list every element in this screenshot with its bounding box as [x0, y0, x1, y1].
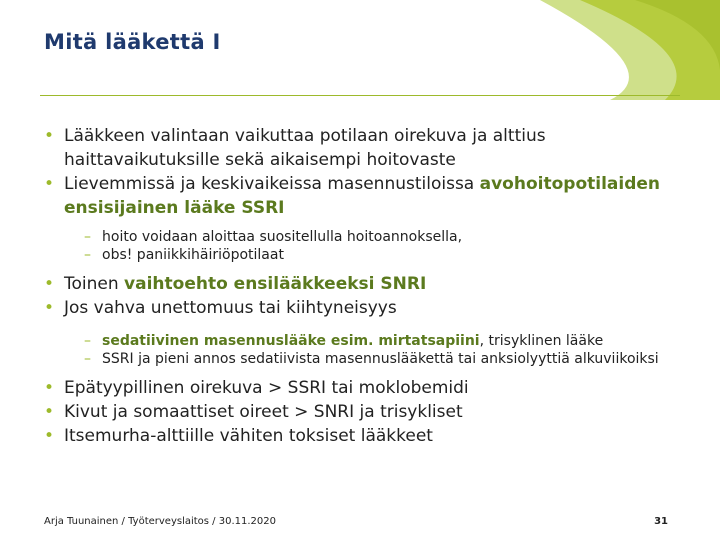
sub-bullet-item	[44, 228, 684, 246]
bullet-text: hoito voidaan aloittaa suositellulla hoitoannoksella,	[102, 229, 463, 245]
bullet-text: obs! paniikkihäiriöpotilaat	[102, 247, 284, 263]
dash-marker: –	[84, 247, 91, 263]
bullet-item	[44, 124, 684, 172]
bullet-text: Toinen	[64, 274, 125, 294]
bullet-marker: •	[44, 378, 55, 398]
dash-marker: –	[84, 351, 91, 367]
corner-decoration	[460, 0, 720, 100]
bullet-marker: •	[44, 402, 55, 422]
bullet-text: Lievemmissä ja keskivaikeissa masennustiloissa	[64, 174, 480, 194]
highlighted-text: avohoitopotilaiden ensisijainen lääke SSRI	[64, 174, 661, 218]
highlighted-text: vaihtoehto ensilääkkeeksi SNRI	[124, 274, 427, 294]
bullet-list-2	[44, 272, 684, 320]
footer-text: Arja Tuunainen / Työterveyslaitos / 30.11.2020	[44, 516, 276, 527]
bullet-text: SSRI ja pieni annos sedatiivista masennuslääkettä tai anksiolyyttiä alkuviikoiksi	[102, 351, 659, 367]
dash-marker: –	[84, 229, 91, 245]
bullet-item	[44, 424, 684, 448]
sub-bullet-item	[44, 332, 684, 350]
bullet-item	[44, 296, 684, 320]
bullet-item	[44, 400, 684, 424]
sub-bullet-list-2	[44, 332, 684, 368]
bullet-item	[44, 172, 684, 220]
bullet-item	[44, 272, 684, 296]
bullet-marker: •	[44, 298, 55, 318]
slide-title: Mitä lääkettä I	[44, 30, 221, 54]
bullet-list-3	[44, 376, 684, 448]
highlighted-text: sedatiivinen masennuslääke esim. mirtatsapiini	[102, 333, 480, 349]
page-number: 31	[654, 516, 668, 527]
slide-content	[44, 124, 684, 448]
sub-bullet-item	[44, 350, 684, 368]
bullet-text: Epätyypillinen oirekuva > SSRI tai moklobemidi	[64, 378, 469, 398]
bullet-marker: •	[44, 126, 55, 146]
bullet-text: Lääkkeen valintaan vaikuttaa potilaan oirekuva ja alttius haittavaikutuksille sekä aikaisempi hoitovaste	[64, 126, 546, 170]
bullet-list-1	[44, 124, 684, 220]
bullet-text: Kivut ja somaattiset oireet > SNRI ja trisykliset	[64, 402, 463, 422]
title-divider	[40, 95, 680, 96]
sub-bullet-list-1	[44, 228, 684, 264]
sub-bullet-item	[44, 246, 684, 264]
bullet-marker: •	[44, 426, 55, 446]
bullet-text: Itsemurha-alttiille vähiten toksiset lääkkeet	[64, 426, 433, 446]
bullet-item	[44, 376, 684, 400]
dash-marker: –	[84, 333, 91, 349]
bullet-marker: •	[44, 274, 55, 294]
bullet-text: Jos vahva unettomuus tai kiihtyneisyys	[64, 298, 397, 318]
bullet-text: , trisyklinen lääke	[479, 333, 604, 349]
bullet-marker: •	[44, 174, 55, 194]
